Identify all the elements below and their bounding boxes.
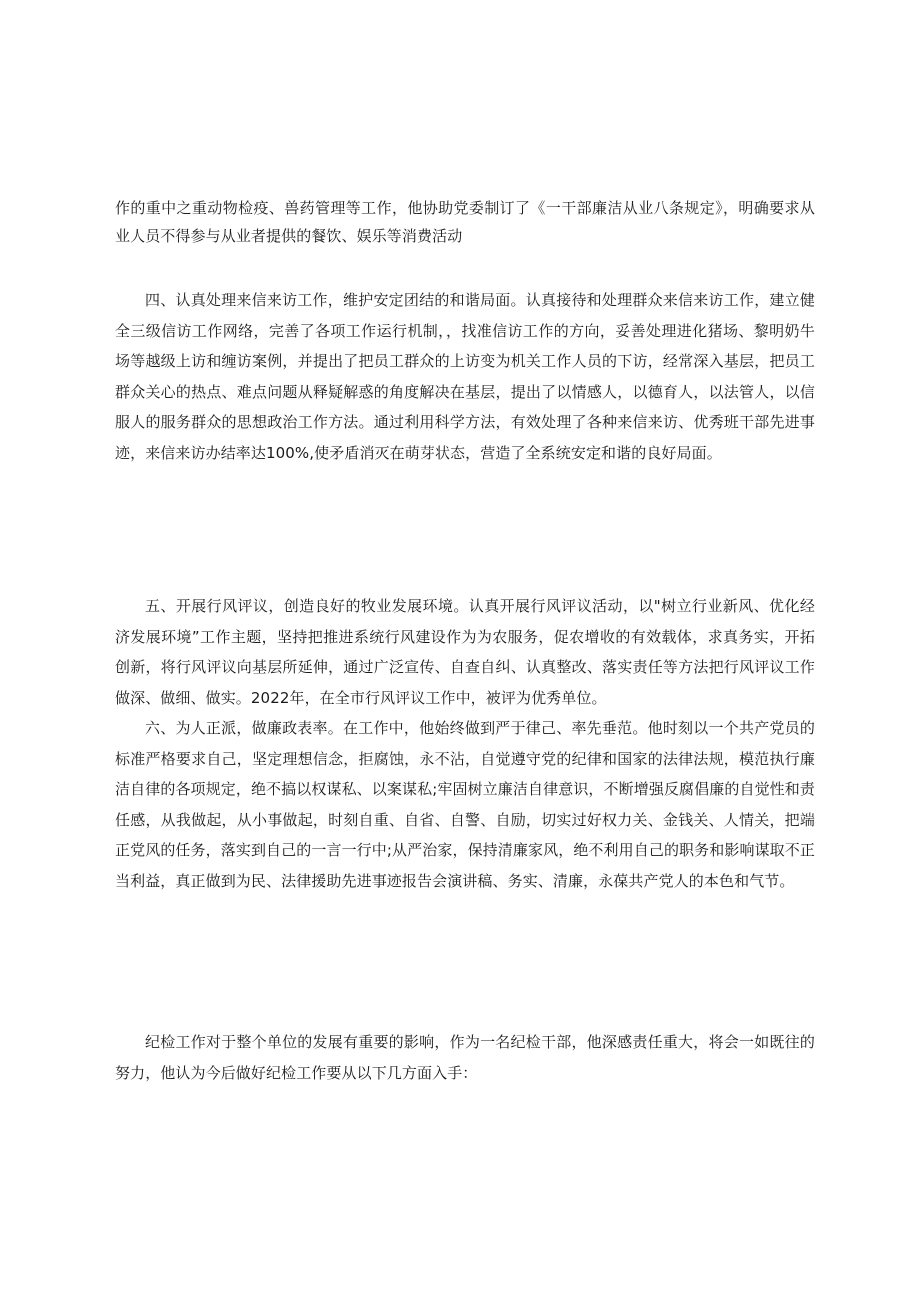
paragraph-section-6: 六、为人正派，做廉政表率。在工作中，他始终做到严于律己、率先垂范。他时刻以一个共产党员的标准严格要求自己，坚定理想信念，拒腐蚀，永不沾，自觉遵守党的纪律和国家的法律法规，模范执行廉洁自律的各项规定，绝不搞以权谋私、以案谋私;牢固树立廉洁自律意识，不断增强反腐倡廉的自觉性和责任感，从我做起，从小事做起，时刻自重、自省、自警、自励，切实过好权力关、金钱关、人情关，把端正党风的任务，落实到自己的一言一行中;从严治家，保持清廉家风，绝不利用自己的职务和影响谋取不正当利益，真正做到为民、法律援助先进事迹报告会演讲稿、务实、清廉，永葆共产党人的本色和气节。 — [115, 719, 815, 890]
paragraph-section-5: 五、开展行风评议，创造良好的牧业发展环境。认真开展行风评议活动，以"树立行业新风、优化经济发展环境”工作主题，坚持把推进系统行风建设作为为农服务，促农增收的有效载体，求真务实，开拓创新，将行风评议向基层所延伸，通过广泛宣传、自查自纠、认真整改、落实责任等方法把行风评议工作做深、做细、做实。2022年，在全市行风评议工作中，被评为优秀单位。 — [115, 597, 815, 707]
paragraph-closing: 纪检工作对于整个单位的发展有重要的影响，作为一名纪检干部，他深感责任重大，将会一如既往的努力，他认为今后做好纪检工作要从以下几方面入手： — [115, 1033, 815, 1082]
paragraph-continuation: 作的重中之重动物检疫、兽药管理等工作，他协助党委制订了《一干部廉洁从业八条规定》，明确要求从业人员不得参与从业者提供的餐饮、娱乐等消费活动 — [115, 199, 815, 245]
paragraph-section-4: 四、认真处理来信来访工作，维护安定团结的和谐局面。认真接待和处理群众来信来访工作，建立健全三级信访工作网络，完善了各项工作运行机制，，找准信访工作的方向，妥善处理进化猪场、黎明奶牛场等越级上访和缠访案例，并提出了把员工群众的上访变为机关工作人员的下访，经常深入基层，把员工群众关心的热点、难点问题从释疑解惑的角度解决在基层，提出了以情感人，以德育人，以法管人，以信服人的服务群众的思想政治工作方法。通过利用科学方法，有效处理了各种来信来访、优秀班干部先进事迹，来信来访办结率达100%,使矛盾消灭在萌芽状态，营造了全系统安定和谐的良好局面。 — [115, 291, 815, 462]
